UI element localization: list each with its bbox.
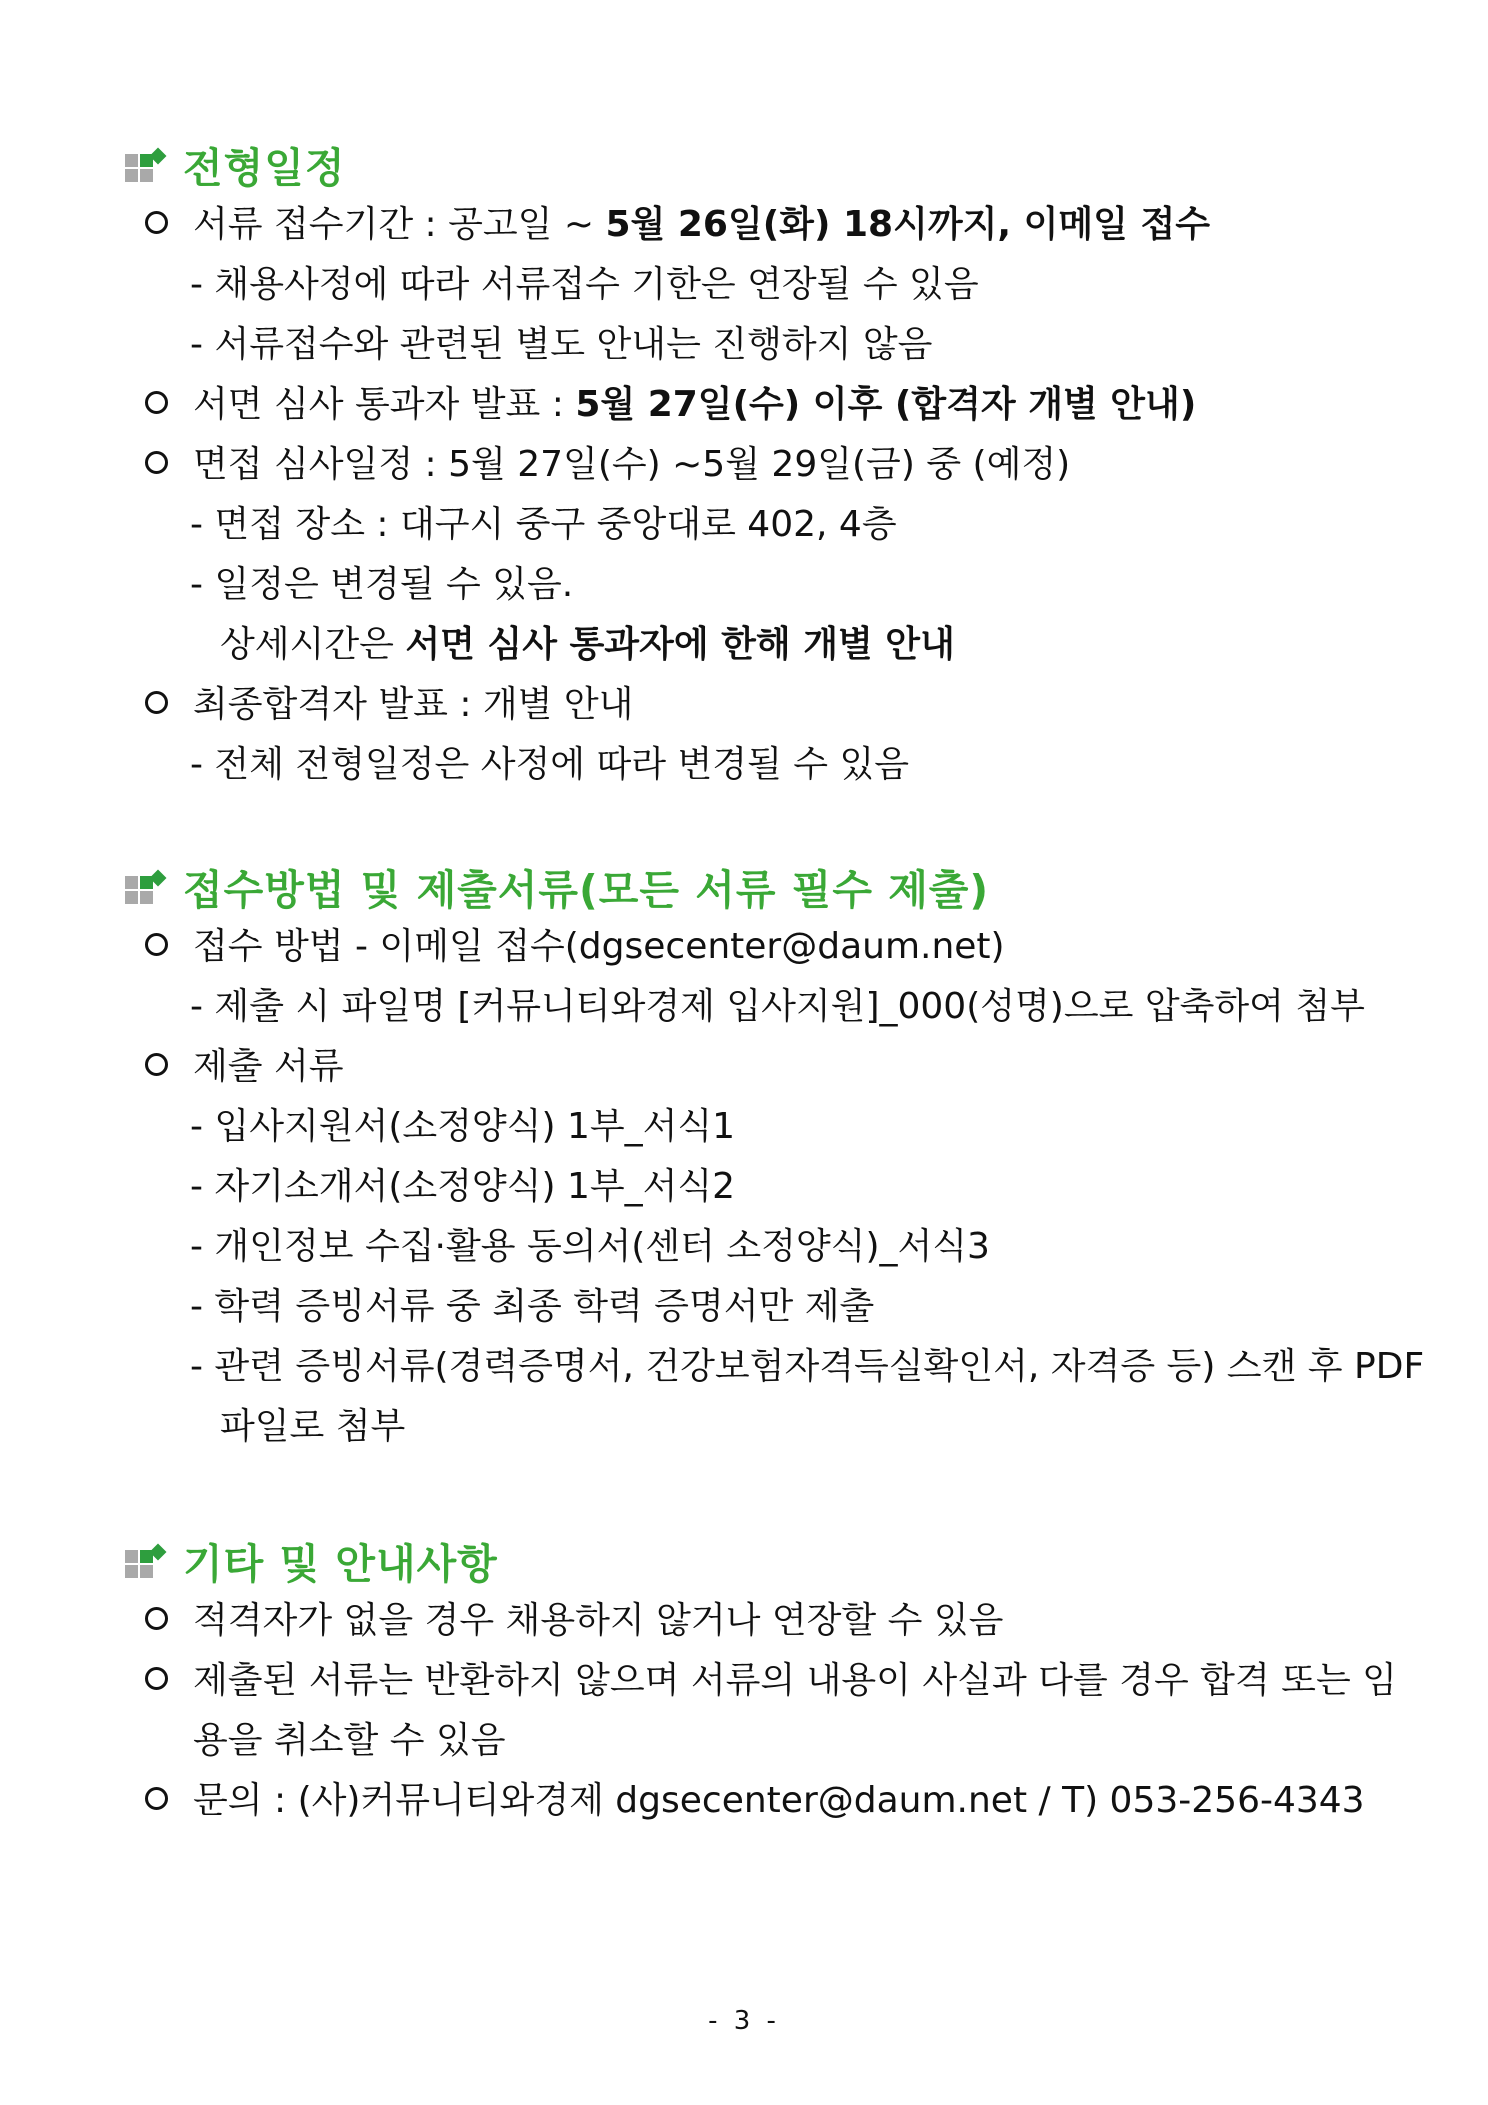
item-text: 파일로 첨부 <box>220 1406 406 1447</box>
item-bold-text: 서면 심사 통과자에 한해 개별 안내 <box>405 624 955 665</box>
section-heading <box>125 855 1405 917</box>
item-text: 제출된 서류는 반환하지 않으며 서류의 내용이 사실과 다를 경우 합격 또는 임 <box>193 1660 1397 1701</box>
circle-bullet-icon <box>145 1053 168 1076</box>
section-schedule <box>125 133 1405 795</box>
item-text: 상세시간은 <box>220 624 406 665</box>
item-text: 최종합격자 발표 : 개별 안내 <box>193 684 634 725</box>
bullet-item <box>125 917 1405 977</box>
circle-bullet-icon <box>145 691 168 714</box>
section-other-info <box>125 1529 1405 1831</box>
item-bold-text: 5월 27일(수) 이후 (합격자 개별 안내) <box>575 384 1197 425</box>
sub-item <box>125 735 1405 795</box>
section-application <box>125 855 1425 1457</box>
circle-bullet-icon <box>145 391 168 414</box>
sub-item <box>125 1277 1405 1337</box>
item-text: - 관련 증빙서류(경력증명서, 건강보험자격득실확인서, 자격증 등) 스캔 후 PDF <box>190 1346 1425 1387</box>
heading-bullet-icon <box>125 144 171 184</box>
item-text: - 제출 시 파일명 [커뮤니티와경제 입사지원]_000(성명)으로 압축하여 첨부 <box>190 986 1365 1027</box>
circle-bullet-icon <box>145 1667 168 1690</box>
sub-item <box>125 615 1405 675</box>
circle-bullet-icon <box>145 451 168 474</box>
item-text: 문의 : (사)커뮤니티와경제 dgsecenter@daum.net / T) 053-256-4343 <box>193 1780 1365 1821</box>
section-title: 전형일정 <box>183 143 346 192</box>
item-text: 적격자가 없을 경우 채용하지 않거나 연장할 수 있음 <box>193 1600 1004 1641</box>
item-text: 접수 방법 - 이메일 접수(dgsecenter@daum.net) <box>193 926 1005 967</box>
bullet-item <box>125 1591 1405 1651</box>
circle-bullet-icon <box>145 1607 168 1630</box>
section-title: 접수방법 및 제출서류(모든 서류 필수 제출) <box>183 865 990 914</box>
item-text: - 전체 전형일정은 사정에 따라 변경될 수 있음 <box>190 744 910 785</box>
page-number: - 3 - <box>708 2006 780 2036</box>
sub-item <box>125 1337 1425 1397</box>
item-text: - 면접 장소 : 대구시 중구 중앙대로 402, 4층 <box>190 504 897 545</box>
circle-bullet-icon <box>145 1787 168 1810</box>
heading-bullet-icon <box>125 1540 171 1580</box>
sub-item <box>125 255 1405 315</box>
bullet-item <box>125 195 1405 255</box>
item-text: 용을 취소할 수 있음 <box>193 1720 506 1761</box>
item-text: - 입사지원서(소정양식) 1부_서식1 <box>190 1106 736 1147</box>
circle-bullet-icon <box>145 211 168 234</box>
bullet-item <box>125 375 1405 435</box>
item-text: - 학력 증빙서류 중 최종 학력 증명서만 제출 <box>190 1286 875 1327</box>
section-heading <box>125 1529 1405 1591</box>
item-text: - 개인정보 수집·활용 동의서(센터 소정양식)_서식3 <box>190 1226 990 1267</box>
bullet-item <box>125 675 1405 735</box>
item-bold-text: 5월 26일(화) 18시까지, 이메일 접수 <box>605 204 1210 245</box>
item-text: 서면 심사 통과자 발표 : <box>193 384 576 425</box>
sub-item <box>125 1097 1405 1157</box>
sub-item <box>125 1397 1405 1457</box>
item-text: 서류 접수기간 : 공고일 ~ <box>193 204 606 245</box>
sub-item <box>125 555 1405 615</box>
item-text: 제출 서류 <box>193 1046 344 1087</box>
sub-item <box>125 1711 1405 1771</box>
bullet-item <box>125 1037 1405 1097</box>
item-text: - 서류접수와 관련된 별도 안내는 진행하지 않음 <box>190 324 933 365</box>
sub-item <box>125 1157 1405 1217</box>
heading-bullet-icon <box>125 866 171 906</box>
item-text: - 자기소개서(소정양식) 1부_서식2 <box>190 1166 736 1207</box>
section-lines <box>125 195 1405 795</box>
section-heading <box>125 133 1405 195</box>
circle-bullet-icon <box>145 933 168 956</box>
section-title: 기타 및 안내사항 <box>183 1539 498 1588</box>
item-text: - 일정은 변경될 수 있음. <box>190 564 574 605</box>
bullet-item <box>125 435 1405 495</box>
sub-item <box>125 977 1405 1037</box>
item-text: - 채용사정에 따라 서류접수 기한은 연장될 수 있음 <box>190 264 979 305</box>
item-text: 면접 심사일정 : 5월 27일(수) ~5월 29일(금) 중 (예정) <box>193 444 1071 485</box>
sub-item <box>125 315 1405 375</box>
section-lines <box>125 1591 1405 1831</box>
sub-item <box>125 1217 1405 1277</box>
sub-item <box>125 495 1405 555</box>
section-lines <box>125 917 1425 1457</box>
bullet-item <box>125 1771 1405 1831</box>
bullet-item <box>125 1651 1405 1711</box>
